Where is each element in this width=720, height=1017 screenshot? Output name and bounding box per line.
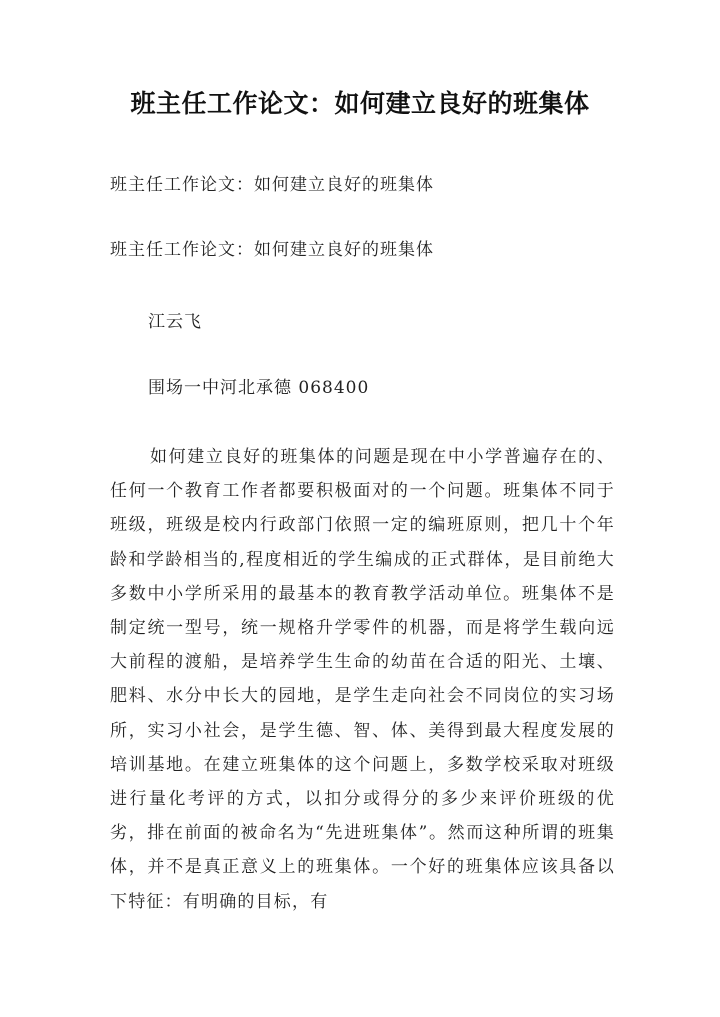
document-subtitle: 班主任工作论文：如何建立良好的班集体	[110, 175, 434, 195]
document-subtitle-repeat: 班主任工作论文：如何建立良好的班集体	[110, 240, 434, 260]
author-name: 江云飞	[148, 312, 202, 332]
author-affiliation: 围场一中河北承德 068400	[148, 378, 370, 398]
document-title: 班主任工作论文：如何建立良好的班集体	[130, 89, 590, 118]
body-paragraph: 如何建立良好的班集体的问题是现在中小学普遍存在的、任何一个教育工作者都要积极面对的一个问题。班集体不同于班级，班级是校内行政部门依照一定的编班原则，把几十个年龄和学龄相当的,程度相近的学生编成的正式群体，是目前绝大多数中小学所采用的最基本的教育教学活动单位。班集体不是制定统一型号，统一规格升学零件的机器，而是将学生载向远大前程的渡船，是培养学生生命的幼苗在合适的阳光、土壤、肥料、水分中长大的园地，是学生走向社会不同岗位的实习场所，实习小社会，是学生德、智、体、美得到最大程度发展的培训基地。在建立班集体的这个问题上，多数学校采取对班级进行量化考评的方式，以扣分或得分的多少来评价班级的优劣，排在前面的被命名为“先进班集体”。然而这种所谓的班集体，并不是真正意义上的班集体。一个好的班集体应该具备以下特征：有明确的目标，有	[110, 447, 615, 912]
